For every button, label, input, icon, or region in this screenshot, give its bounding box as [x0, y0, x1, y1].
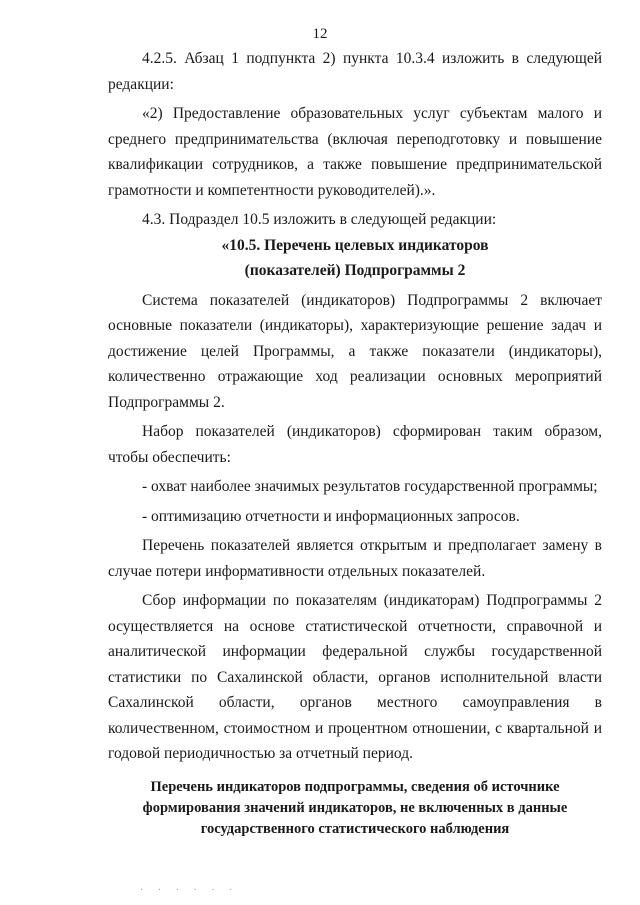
paragraph-indicator-system: Система показателей (индикаторов) Подпрограммы 2 включает основные показатели (индикаторы), характеризующие решение задач и достижение целей Программы, а также показатели (индикаторы), количественно отражающие ход реализации основных мероприятий Подпрограммы 2. — [108, 291, 602, 411]
list-item-optimization: - оптимизацию отчетности и информационных запросов. — [142, 507, 520, 525]
paragraph-amendment-4-2-5: 4.2.5. Абзац 1 подпункта 2) пункта 10.3.4 изложить в следующей редакции: — [108, 50, 602, 93]
scan-artifacts: · · · · · · — [140, 885, 239, 896]
paragraph-amendment-4-3: 4.3. Подраздел 10.5 изложить в следующей редакции: — [142, 211, 497, 228]
section-heading-line-2: (показателей) Подпрограммы 2 — [244, 262, 466, 279]
page-number: 12 — [312, 26, 328, 42]
paragraph-open-list: Перечень показателей является открытым и предполагает замену в случае потери информативности отдельных показателей. — [108, 537, 602, 580]
indicators-list-heading: Перечень индикаторов подпрограммы, сведения об источнике формирования значений индикаторов, не включенных в данные государственного статистического наблюдения — [142, 778, 568, 837]
section-heading-line-1: «10.5. Перечень целевых индикаторов — [221, 236, 489, 254]
list-item-coverage: - охват наиболее значимых результатов государственной программы; — [142, 478, 598, 495]
document-body — [108, 46, 602, 840]
paragraph-indicator-set: Набор показателей (индикаторов) сформирован таким образом, чтобы обеспечить: — [108, 423, 602, 466]
paragraph-data-collection: Сбор информации по показателям (индикаторам) Подпрограммы 2 осуществляется на основе статистической отчетности, справочной и аналитической информации федеральной службы государственной статистики по Сахалинской области, органов исполнительной власти Сахалинской области, органов местного самоуправления в количественном, стоимостном и процентном отношении, с квартальной и годовой периодичностью за отчетный период. — [108, 592, 602, 762]
paragraph-quoted-text: «2) Предоставление образовательных услуг субъектам малого и среднего предпринимательства (включая переподготовку и повышение квалификации сотрудников, а также повышение предпринимательской грамотности и компетентности руководителей).». — [108, 105, 602, 199]
